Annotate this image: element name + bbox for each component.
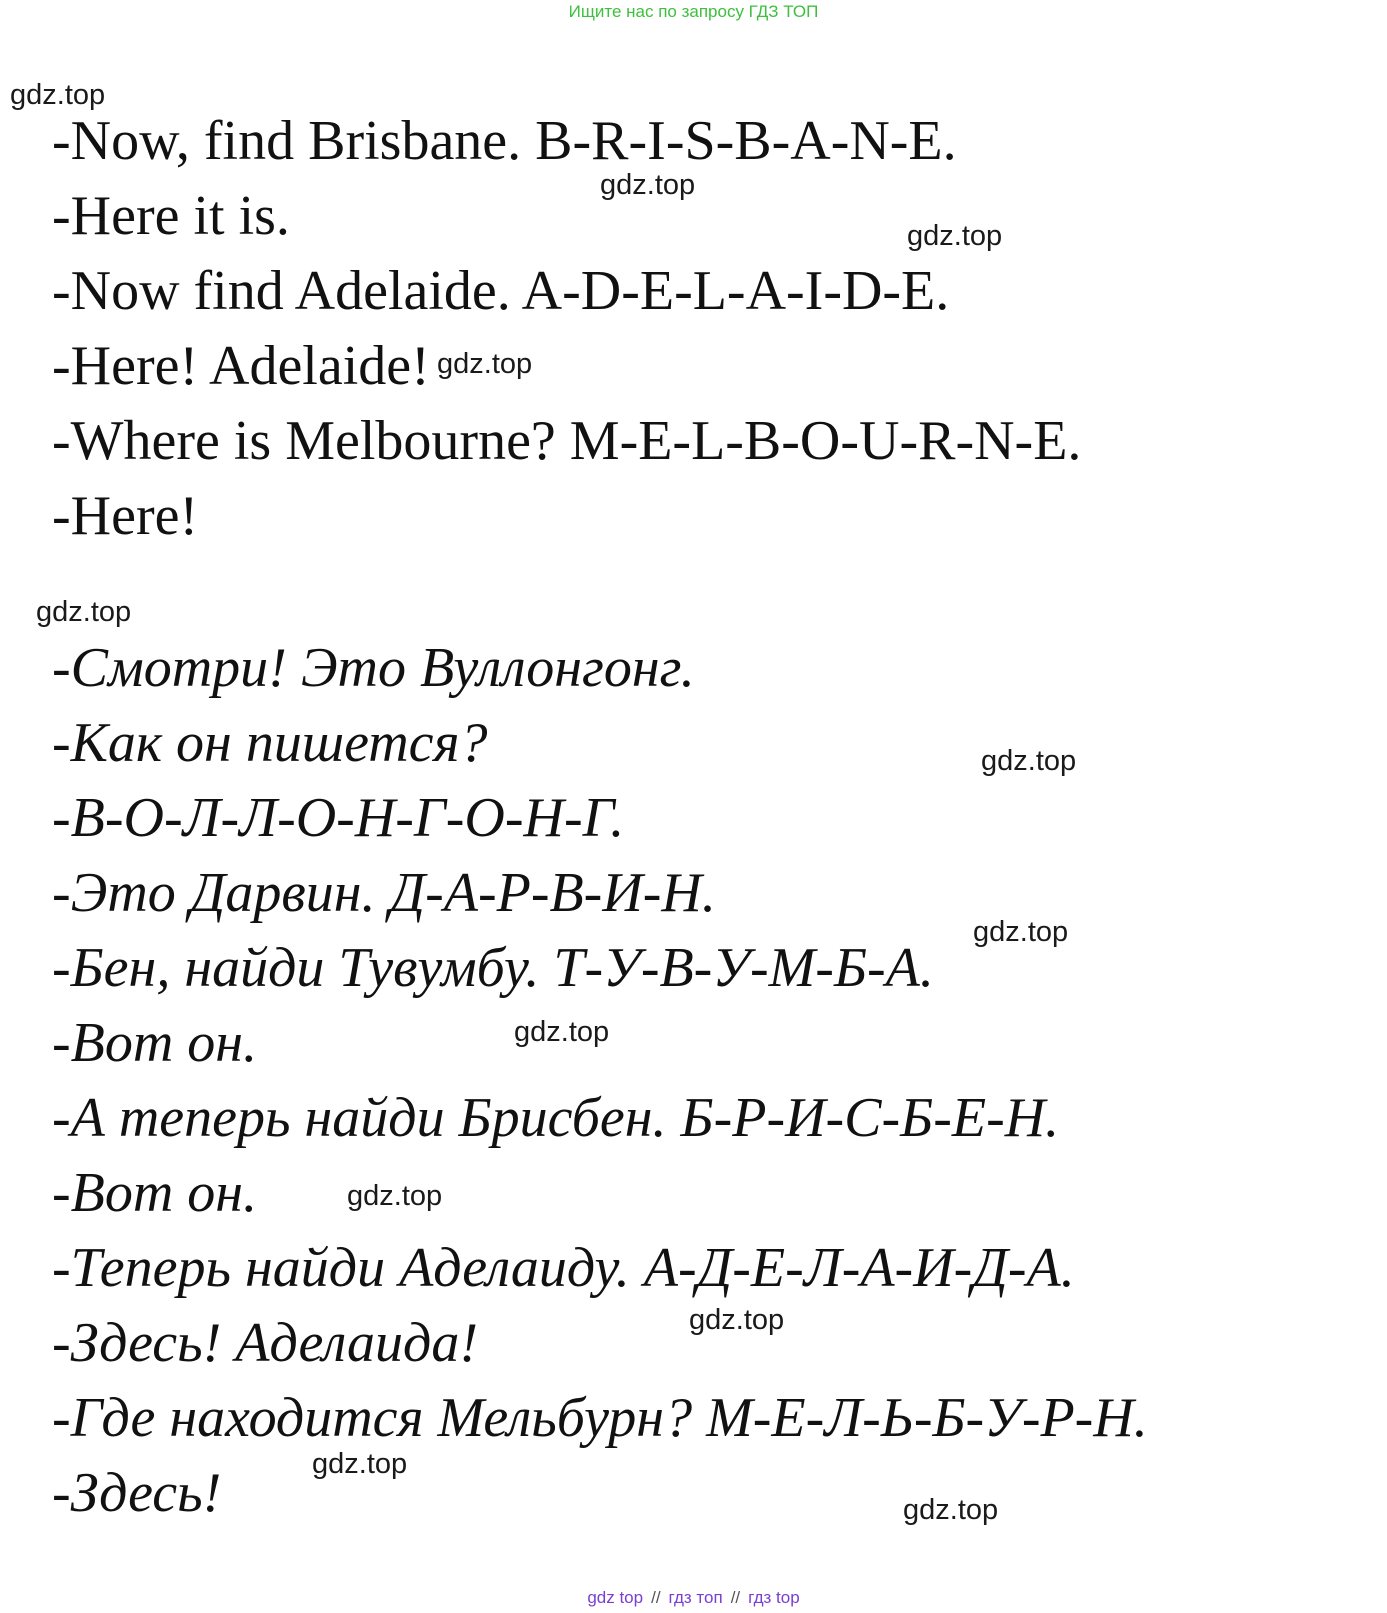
watermark: gdz.top — [907, 220, 1003, 252]
english-line: -Now, find Brisbane. B-R-I-S-B-A-N-E. — [52, 110, 957, 172]
footer-link-gdz-top[interactable]: gdz top — [587, 1588, 644, 1607]
watermark: gdz.top — [36, 596, 132, 628]
watermark: gdz.top — [312, 1448, 408, 1480]
watermark: gdz.top — [973, 916, 1069, 948]
english-line: -Here! Adelaide! — [52, 335, 430, 397]
russian-line: -Теперь найди Аделаиду. А-Д-Е-Л-А-И-Д-А. — [52, 1237, 1075, 1299]
russian-line: -Вот он. — [52, 1012, 258, 1074]
russian-line: -Где находится Мельбурн? М-Е-Л-Ь-Б-У-Р-Н. — [52, 1387, 1148, 1449]
english-line: -Here! — [52, 485, 199, 547]
footer-link-gdz-top-ru[interactable]: гдз топ — [668, 1588, 723, 1607]
russian-line: -В-О-Л-Л-О-Н-Г-О-Н-Г. — [52, 787, 625, 849]
russian-line: -А теперь найди Брисбен. Б-Р-И-С-Б-Е-Н. — [52, 1087, 1060, 1149]
watermark: gdz.top — [514, 1016, 610, 1048]
english-line: -Where is Melbourne? M-E-L-B-O-U-R-N-E. — [52, 410, 1082, 472]
footer-links — [0, 1586, 1387, 1610]
russian-line: -Это Дарвин. Д-А-Р-В-И-Н. — [52, 862, 716, 924]
footer-link-gdz-top-mixed[interactable]: гдз top — [748, 1588, 800, 1607]
russian-line: -Вот он. — [52, 1162, 258, 1224]
footer-separator: // — [651, 1588, 661, 1607]
russian-line: -Здесь! — [52, 1462, 222, 1524]
watermark: gdz.top — [903, 1494, 999, 1526]
russian-line: -Как он пишется? — [52, 712, 488, 774]
english-line: -Now find Adelaide. A-D-E-L-A-I-D-E. — [52, 260, 950, 322]
watermark: gdz.top — [347, 1180, 443, 1212]
watermark: gdz.top — [689, 1304, 785, 1336]
watermark: gdz.top — [10, 79, 106, 111]
russian-line: -Здесь! Аделаида! — [52, 1312, 478, 1374]
footer-separator: // — [730, 1588, 741, 1607]
watermark: gdz.top — [437, 348, 533, 380]
watermark: gdz.top — [981, 745, 1077, 777]
russian-line: -Смотри! Это Вуллонгонг. — [52, 637, 695, 699]
top-banner[interactable]: Ищите нас по запросу ГДЗ ТОП — [568, 2, 819, 21]
russian-line: -Бен, найди Тувумбу. Т-У-В-У-М-Б-А. — [52, 937, 934, 999]
english-line: -Here it is. — [52, 185, 290, 247]
watermark: gdz.top — [600, 169, 696, 201]
